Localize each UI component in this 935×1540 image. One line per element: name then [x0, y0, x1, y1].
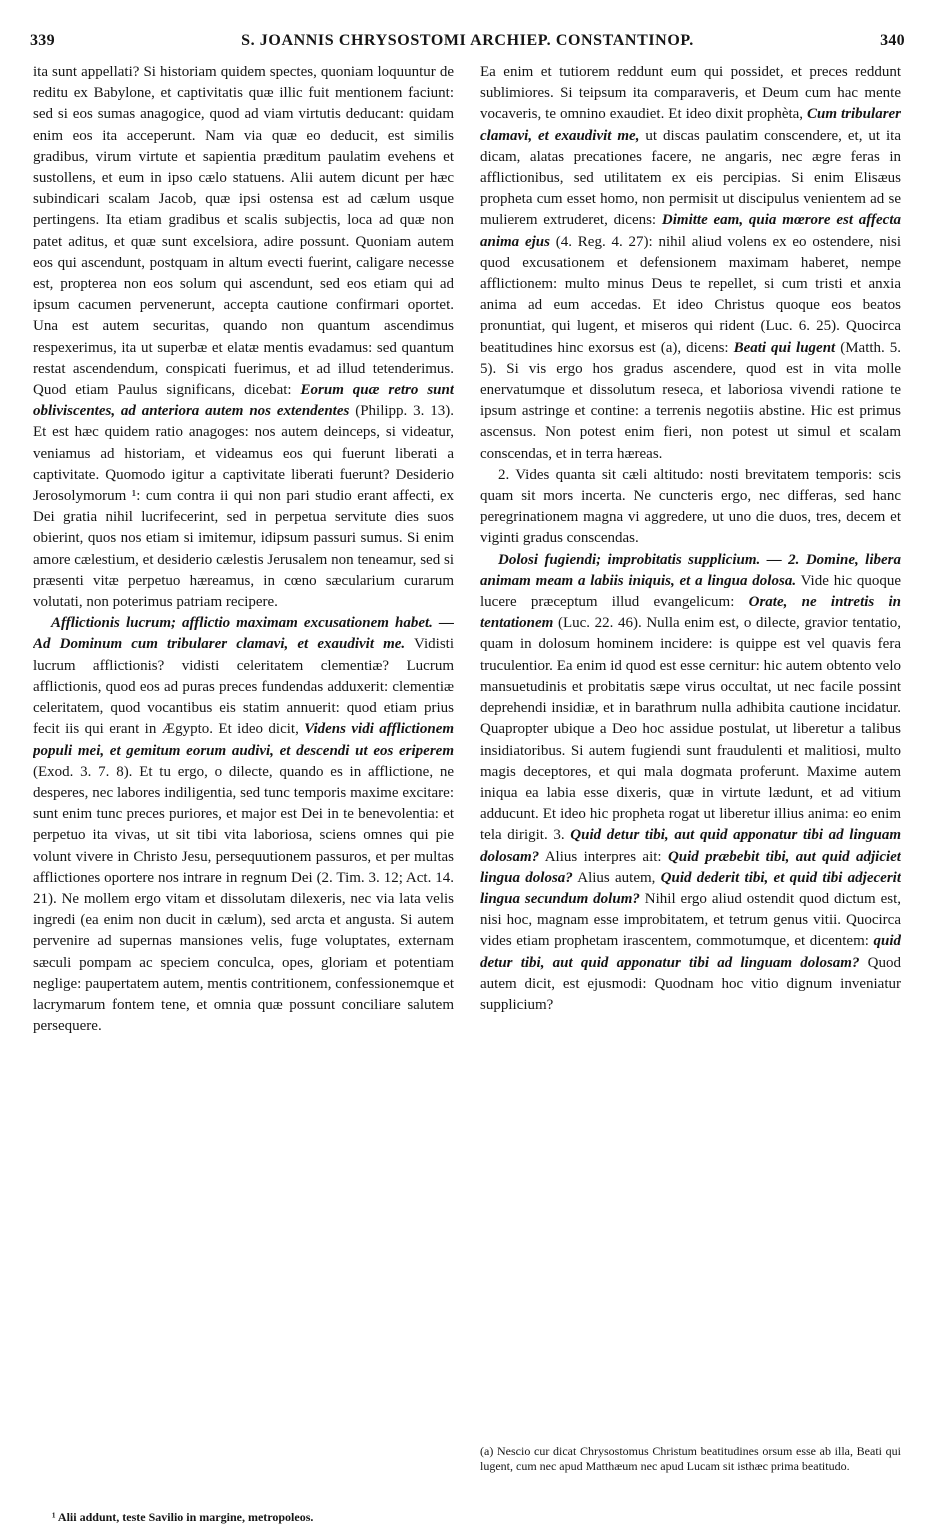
quote: Eorum quæ retro sunt obliviscentes, ad anteriora autem nos extendentes — [33, 382, 454, 420]
quote: Quid dederit tibi, et quid tibi adjecerit lingua secundum dolum? — [480, 869, 901, 907]
text: Alius autem, — [577, 869, 656, 886]
text: Alius interpres ait: — [544, 848, 662, 865]
quote: Beati qui lugent — [733, 339, 836, 356]
text: ut discas paulatim conscendere, et, ut ita dicam, alatas precationes facere, ne angaris, nec ægre feras in afflictionibus, sed utilitatem ex eis percipias. Si enim Elisæus propheta cum esset homo, non permisit ut discipulus venientem ad se mulierem extruderet, dicens: — [480, 127, 901, 229]
section-heading: Afflictionis lucrum; afflictio maximam excusationem habet. — Ad Dominum cum tribularer clamavi, et exaudivit me. — [33, 615, 454, 653]
text: Et est hæc quidem ratio anagoges: nos autem deinceps, si videatur, veniamus ad historiam, et videamus eos qui fuerunt liberati a captivitate. Quomodo igitur a captivitate liberati fuerunt? Desiderio Jerosolymorum ¹: cum contra ii qui non pari studio erant affecti, ex Dei gratia nihil lucrifecerint, sed in perpetua servitute dies suos obierint, quos nos etiam si imitemur, idipsum passuri sumus. Si enim amore cælestium, et desiderio cælestis Jerusalem non teneamur, sed si præsenti vitæ perpetuo hæreamus, in cœno sæcularium curarum volutati, non poterimus patriam recipere. — [33, 424, 454, 611]
reference: (Exod. 3. 7. 8). — [33, 763, 133, 780]
quote: Cum tribularer clamavi, et exaudivit me, — [480, 106, 901, 144]
text: Nulla enim est, o dilecte, gravior tentatio, quam in dolosum hominem incidere: is quippe est vel quavis fera truculentior. Ea enim id quod est esse cernitur: hic autem obtento velo mansuetudinis et probitatis sæpe virus occultat, ut nec facile possint deprehendi insidiæ, et in barathrum nulla adhibita cautione incidatur. Quapropter ubique a Deo hoc assidue postulat, ut liberetur a talibus insidiatoribus. Si autem fugiendi sunt fraudulenti et malitiosi, multo magis deceptores, et qui mala dogmata proferunt. Maxime autem iniqua ea labia esse dixeris, quæ in virtute lædunt, et ad vitium adducunt. Et ideo hic propheta rogat ut liberetur illius anima: eo enim tela dirigit. 3. — [480, 615, 901, 844]
page-number-left: 339 — [30, 32, 55, 49]
right-paragraph-1 — [480, 62, 901, 465]
left-paragraph-1 — [33, 62, 454, 613]
reference: (Luc. 22. 46). — [557, 615, 642, 632]
left-column — [33, 62, 454, 1507]
text: Ea enim et tutiorem reddunt eum qui possidet, et preces reddunt sublimiores. Si teipsum ita comparaveris, et Deum cum hac mente vocaveris, te omnino exaudiet. Et ideo dixit prophèta, — [480, 64, 901, 123]
quote: Quid detur tibi, aut quid apponatur tibi ad linguam dolosam? — [480, 827, 901, 865]
running-header — [30, 32, 905, 56]
text: ita sunt appellati? Si historiam quidem spectes, quoniam loquuntur de reditu ex Babylone, et captivitatis quæ illic fuit mentionem faciunt: sed si eos sumas anagogice, quod ad viam virtutis deducant: quidam enim eos ita acceperunt. Nam via quæ eo deducit, est similis gradibus, virum virtute et sapientia præditum paulatim evehens et sustollens, et eum in ipso cælo statuens. Alii autem dicunt per hæc subindicari scalam Jacob, quæ ipsi ostensa est ad cælum usque pertingens. Ita etiam gradibus et scalis subjectis, loca ad quæ non patet aditus, et quæ sunt excelsiora, adire possunt. Quoniam autem eos qui ascendunt, postquam in altum evecti fuerint, caligare necesse est, propterea non eos solum qui ascendunt, sed eos etiam qui ad ipsum cacumen pervenerunt, accepta cautione confirmari oportet. Una est autem securitas, quando non quantum ascendimus respexerimus, ita ut superbæ et elatæ mentis evadamus: sed quantum restat ascendendum, conspicati fuerimus, et ad illud tetenderimus. Quod etiam Paulus significans, dicebat: — [33, 64, 454, 399]
reference: (Philipp. 3. 13). — [355, 403, 454, 420]
running-title: S. JOANNIS CHRYSOSTOMI ARCHIEP. CONSTANTINOP. — [241, 32, 694, 49]
left-paragraph-2 — [33, 613, 454, 1037]
text: Vide hic quoque lucere præceptum illud evangelicum: — [480, 572, 901, 611]
reference: (4. Reg. 4. 27): — [555, 233, 653, 250]
quote: Orate, ne intretis in tentationem — [480, 594, 901, 632]
right-paragraph-2: 2. Vides quanta sit cæli altitudo: nosti brevitatem temporis: scis quam sit mors incerta. Ne cuncteris ergo, nec differas, sed hanc peregrinationem magna vi aggredere, ut uno die duos, tres, decem et viginti gradus conscendas. — [480, 466, 901, 547]
text: Et tu ergo, o dilecte, quando es in afflictione, ne desperes, nec labores indiligentia, sed tunc temporis maxime excitare: sunt enim tunc preces puriores, et major est Dei in te benevolentia: et perpetuo ita vivas, ut sit tibi vita laboriosa, sciens omnes qui pie volunt vivere in Christo Jesu, persequutionem passuros, et per multas afflictiones oportere nos intrare in regnum Dei (2. Tim. 3. 12; Act. 14. 21). Ne mollem ergo vitam et dissolutam dilexeris, nec via lata velis ingredi (ea enim non ducit in cælum), sed arcta et angusta. Si autem pervenire ad supernas mansiones velis, fuge voluptates, externam sæculi pompam ac speciem conculca, opes, gloriam et potentiam neglige: paupertatem autem, mentis contritionem, confessionemque et lacrymarum fontem tene, et omnia quæ possunt conciliare salutem persequere. — [33, 763, 454, 1035]
reference: (Matth. 5. 5). — [480, 339, 901, 377]
section-heading: Dolosi fugiendi; improbitatis supplicium. — 2. Domine, libera animam meam a labiis iniquis, et a lingua dolosa. — [480, 551, 901, 589]
page-number-right: 340 — [880, 32, 905, 49]
quote: Videns vidi afflictionem populi mei, et gemitum eorum audivi, et descendi ut eos eriperem — [33, 721, 454, 759]
right-column — [480, 62, 901, 1432]
quote: quid detur tibi, aut quid apponatur tibi ad linguam dolosam? — [480, 933, 901, 971]
quote: Quid præbebit tibi, aut quid adjiciet lingua dolosa? — [480, 848, 901, 886]
text: Vidisti lucrum afflictionis? vidisti celeritatem clementiæ? Lucrum afflictionis, quod eos ad puras preces fundendas adduxerit: clementiæ celeritatem, quod vocantibus eis statim annuerit: quod etiam prius fecit iis qui erant in Ægypto. Et ideo dicit, — [33, 636, 454, 738]
quote: Dimitte eam, quia mœrore est affecta anima ejus — [480, 212, 901, 250]
left-footnote: ¹ Alii addunt, teste Savilio in margine, metropoleos. — [52, 1510, 314, 1524]
text: Si vis ergo hos gradus ascendere, quod est in vita molle enervatumque et dissolutum reseca, et laboriosa vivendi ratione te ipsum astringe et contine: a terrenis negotiis abstine. Hic est primus ascensus. Non potest enim fieri, non potest ut simul et scalam conscendas, et in terra hæreas. — [480, 360, 901, 462]
right-paragraph-3 — [480, 550, 901, 1016]
text: Quod autem dicit, est ejusmodi: Quodnam hoc vitio dignum inveniatur supplicium? — [480, 954, 901, 1013]
text: nihil aliud volens ex eo ostendere, nisi quod excusationem et defensionem maximam haberet, nempe afflictionem: multo minus Deus te repellet, si cum tristi et anxia anima ad eum accedas. Et ideo Christus quoque eos beatos pronuntiat, qui lugent, et miseros qui rident (Luc. 6. 25). Quocirca beatitudines hinc exorsus est (a), dicens: — [480, 233, 901, 356]
text: Nihil ergo aliud ostendit quod dictum est, nisi hoc, magnam esse improbitatem, et tetrum genus vitii. Quocirca vides etiam prophetam irascentem, commotumque, et dicentem: — [480, 890, 901, 950]
right-footnote: (a) Nescio cur dicat Chrysostomus Christum beatitudines orsum esse ab illa, Beati qui lugent, cum nec apud Matthæum nec apud Lucam sit isthæc prima beatitudo. — [480, 1444, 901, 1473]
